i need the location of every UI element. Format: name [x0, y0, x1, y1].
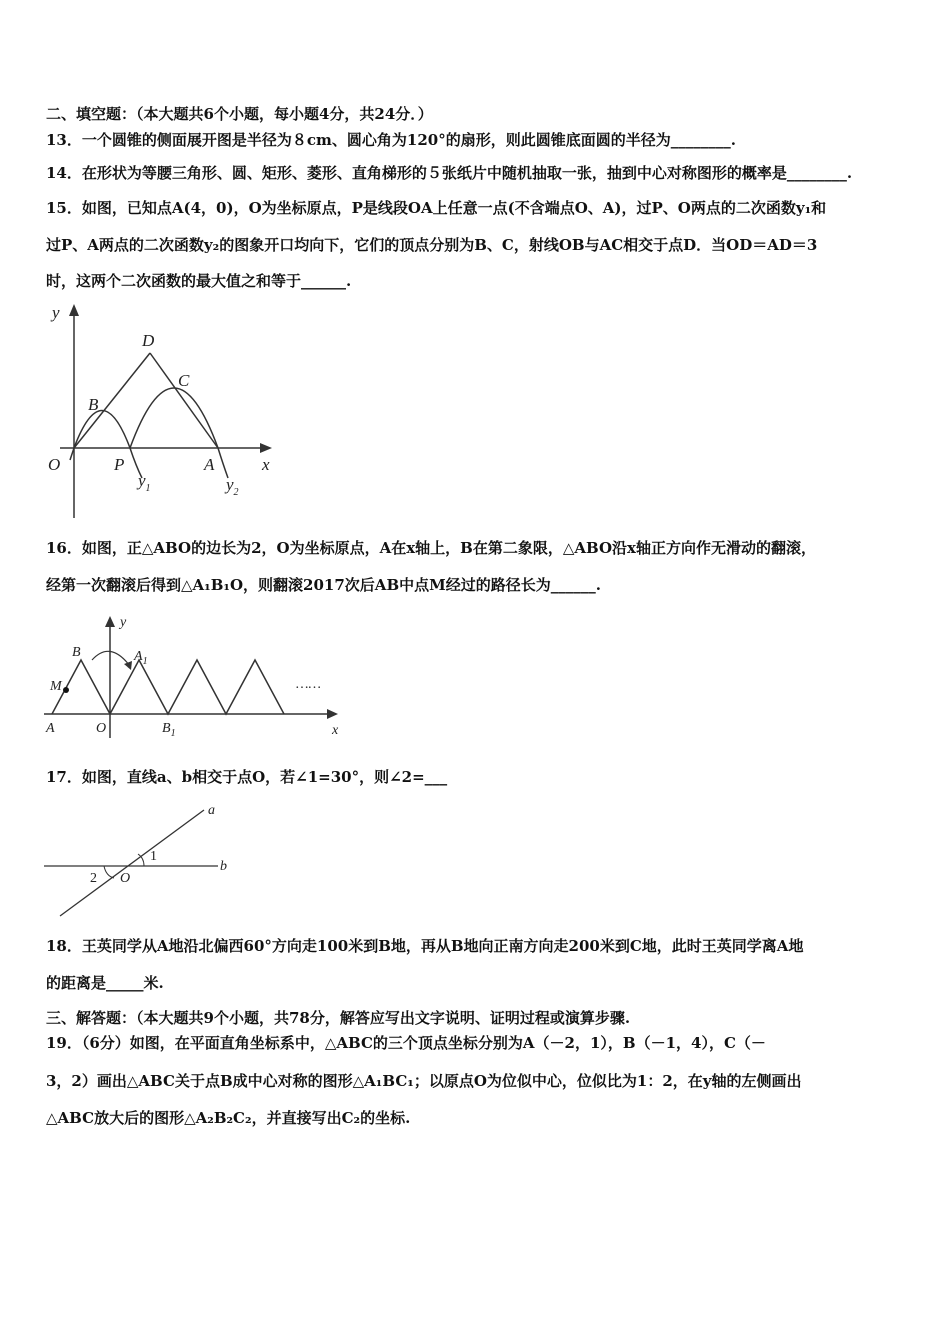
- q16-label-a: A: [46, 721, 55, 736]
- question-15-line3: 时，这两个二次函数的最大值之和等于______.: [46, 272, 352, 290]
- question-18-line1: 18．王英同学从A地沿北偏西60°方向走100米到B地，再从B地向正南方向走200米到C地，此时王英同学离A地: [46, 937, 804, 955]
- q16-figure: [40, 610, 350, 742]
- q15-x-arrow: [260, 443, 272, 453]
- q16-rotation-arc: [92, 651, 130, 666]
- q15-label-c: C: [178, 371, 190, 390]
- q15-label-y2: $y_2$: [226, 475, 239, 498]
- q17-label-1: 1: [150, 849, 157, 864]
- question-14: 14．在形状为等腰三角形、圆、矩形、菱形、直角梯形的５张纸片中随机抽取一张，抽到中心对称图形的概率是________.: [46, 164, 853, 182]
- q15-label-a: A: [204, 455, 215, 474]
- q15-label-o: O: [48, 455, 61, 474]
- q17-label-b: b: [220, 859, 227, 874]
- question-16-line2: 经第一次翻滚后得到△A₁B₁O，则翻滚2017次后AB中点M经过的路径长为______.: [46, 576, 601, 594]
- q16-label-o: O: [96, 721, 107, 736]
- q16-label-b1: $B_1$: [162, 721, 176, 739]
- q16-label-a1: $A_1$: [134, 649, 148, 667]
- q15-label-y: y: [52, 303, 60, 322]
- q15-label-b: B: [88, 395, 99, 414]
- question-16-line1: 16．如图，正△ABO的边长为2，O为坐标原点，A在x轴上，B在第二象限，△ABO沿x轴正方向作无滑动的翻滚，: [46, 539, 816, 557]
- q16-x-arrow: [327, 709, 338, 719]
- question-18-line2: 的距离是_____米.: [46, 974, 164, 992]
- q16-triangle-zigzag: [52, 660, 284, 714]
- q17-figure: [40, 798, 250, 922]
- question-19-line3: △ABC放大后的图形△A₂B₂C₂，并直接写出C₂的坐标.: [46, 1109, 411, 1127]
- question-13: 13．一个圆锥的侧面展开图是半径为８cm、圆心角为120°的扇形，则此圆锥底面圆的半径为________.: [46, 131, 736, 149]
- q15-segment-od: [74, 353, 150, 448]
- q16-point-m: [63, 687, 69, 693]
- q15-segment-da: [150, 353, 218, 448]
- q16-label-y: y: [120, 615, 127, 630]
- q15-label-x: x: [262, 455, 270, 474]
- question-15-line1: 15．如图，已知点A(4，0)，O为坐标原点，P是线段OA上任意一点(不含端点O、A)，过P、O两点的二次函数y₁和: [46, 199, 827, 217]
- question-19-line2: 3，2）画出△ABC关于点B成中心对称的图形△A₁BC₁；以原点O为位似中心，位似比为1：2，在y轴的左侧画出: [46, 1072, 802, 1090]
- question-15-line2: 过P、A两点的二次函数y₂的图象开口均向下，它们的顶点分别为B、C，射线OB与AC相交于点D．当OD＝AD＝3: [46, 236, 818, 254]
- q17-label-o: O: [120, 871, 131, 886]
- question-19-line1: 19．（6分）如图，在平面直角坐标系中，△ABC的三个顶点坐标分别为A（－2，1），B（－1，4），C（－: [46, 1034, 766, 1052]
- q17-line-a: [60, 810, 204, 916]
- q16-arc-arrow: [124, 661, 132, 670]
- q16-label-x: x: [332, 723, 339, 738]
- q15-label-y1: $y_1$: [138, 471, 151, 494]
- q17-label-2: 2: [90, 871, 97, 886]
- q17-angle2-arc: [104, 866, 114, 878]
- q15-y-arrow: [69, 304, 79, 316]
- q16-label-m: M: [50, 679, 62, 694]
- question-17: 17．如图，直线a、b相交于点O，若∠1=30°，则∠2=___: [46, 768, 448, 786]
- q15-label-d: D: [142, 331, 155, 350]
- q16-ellipsis: ……: [296, 677, 321, 692]
- q17-label-a: a: [208, 803, 215, 818]
- section2-heading: 二、填空题：（本大题共6个小题，每小题4分，共24分．）: [46, 105, 433, 123]
- q15-label-p: P: [114, 455, 125, 474]
- section3-heading: 三、解答题：（本大题共9个小题，共78分，解答应写出文字说明、证明过程或演算步骤.: [46, 1009, 631, 1027]
- q15-figure: [40, 298, 290, 528]
- q16-label-b: B: [72, 645, 81, 660]
- q16-y-arrow: [105, 616, 115, 627]
